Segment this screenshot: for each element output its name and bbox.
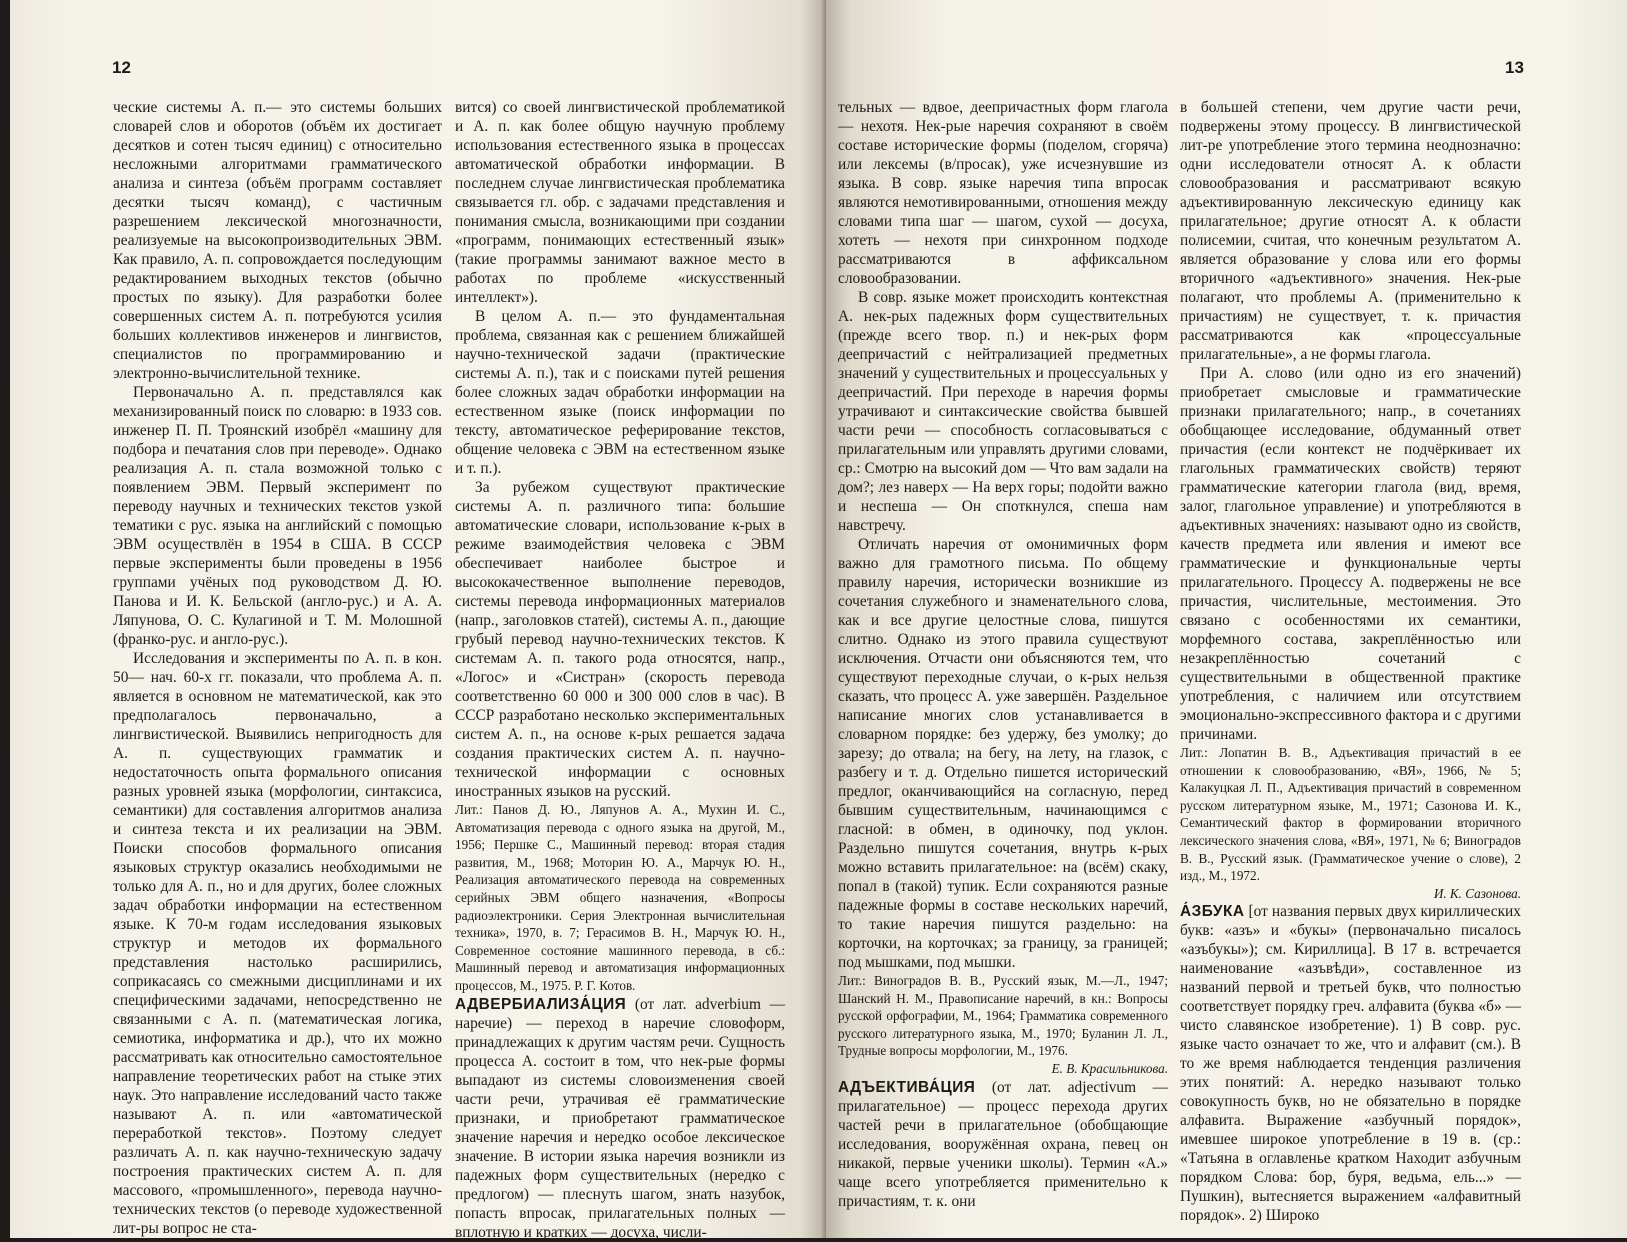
text-paragraph bbox=[455, 478, 785, 801]
entry-paragraph bbox=[838, 1078, 1168, 1211]
entry-paragraph bbox=[455, 995, 785, 1242]
text-paragraph bbox=[113, 98, 442, 383]
text-paragraph bbox=[838, 98, 1168, 288]
paragraph-text: тельных — вдвое, деепричастных форм глагола — нехотя. Нек-рые наречия сохраняют в своём составе исторические формы (поделом, сгоряча) или лексемы (в/просак), уже исчезнувшие из языка. В совр. языке наречия типа впросак являются немотивированными, отношения между словами типа шаг — шагом, сухой — досуха, хотеть — нехотя при синхронном подходе рассматриваются в аффиксальном словообразовании. bbox=[838, 99, 1168, 287]
literature-paragraph bbox=[455, 801, 785, 995]
column-3 bbox=[838, 98, 1168, 1208]
paragraph-text: Отличать наречия от омонимичных форм важно для грамотного письма. По общему правилу наречия, исторически возникшие из сочетания служебного и знаменательного слова, как и все другие целостные слова, пишутся слитно. Однако из этого правила существуют исключения. Отчасти они объясняются тем, что существуют переходные случаи, о к-рых нельзя сказать, что процесс А. уже завершён. Раздельное написание многих слов устанавливается в словарном порядке: без удержу, без умолку; до зарезу; до отвала; на бегу, на лету, на глазок, с разбегу и т. д. Отдельно пишется исторический предлог, оканчивающийся на согласную, перед бывшим существительным, начинающимся с гласной: в обмен, в одиночку, под уклон. Раздельно пишутся сочетания, внутрь к-рых можно вставить прилагательное: на (всём) скаку, попал в (такой) тупик. Если сохраняются разные падежные формы в составе нескольких наречий, то такие наречия пишутся раздельно: на корточки, на корточках; за границу, за границей; под мышками, под мышки. bbox=[838, 536, 1168, 971]
entry-paragraph bbox=[1180, 902, 1521, 1225]
text-paragraph bbox=[113, 649, 442, 1238]
right-page bbox=[826, 0, 1627, 1238]
column-4 bbox=[1180, 98, 1521, 1225]
left-page-number: 12 bbox=[112, 58, 131, 77]
paragraph-text: Е. В. Красильникова. bbox=[1051, 1060, 1168, 1076]
entry-headword: АДВЕРБИАЛИЗА́ЦИЯ bbox=[455, 995, 627, 1013]
text-paragraph bbox=[113, 383, 442, 649]
paragraph-text: За рубежом существуют практические системы А. п. различного типа: большие автоматические словари, использование к-рых в режиме взаимодействия человека с ЭВМ обеспечивает наиболее быстрое и высококачественное выполнение переводов, системы перевода информационных материалов (напр., заголовков статей), системы А. п., дающие грубый перевод научно-технических текстов. К системам А. п. такого рода относятся, напр., «Логос» и «Систран» (скорость перевода соответственно 60 000 и 300 000 слов в час). В СССР разработано несколько экспериментальных систем А. п., на основе к-рых решается задача создания практических систем А. п. научно-технической информации с основных иностранных языков на русский. bbox=[455, 479, 785, 800]
paragraph-text: Исследования и эксперименты по А. п. в кон. 50— нач. 60-х гг. показали, что проблема А. п. является в основном не математической, как это предполагалось первоначально, а лингвистической. Выявились непригодность для А. п. существующих грамматик и недостаточность опыта формального описания разных уровней языка (морфологии, синтаксиса, семантики) для составления алгоритмов анализа и синтеза текста и их реализации на ЭВМ. Поиски способов формального описания языковых структур оказались необходимыми не только для А. п., но и для других, более сложных задач обработки информации на естественном языке. К 70-м годам исследования языковых структур и методов их формального представления настолько расширились, соприкасаясь со смежными дисциплинами и их специфическими задачами, непосредственно не связанными с А. п. (математическая логика, семиотика, информатика и др.), что их можно рассматривать как относительно самостоятельное направление теоретических работ на стыке этих наук. Это направление исследований часто также называют А. п. или «автоматической переработкой текстов». Поэтому следует различать А. п. как научно-техническую задачу построения практических систем А. п. для массового, «промышленного», перевода научно-технических текстов (о переводе художественной лит-ры вопрос не ста- bbox=[113, 650, 442, 1237]
paragraph-text: Первоначально А. п. представлялся как механизированный поиск по словарю: в 1933 сов. инженер П. П. Троянский изобрёл «машину для подбора и печатания слов при переводе». Однако реализация А. п. стала возможной только с появлением ЭВМ. Первый эксперимент по переводу научных и технических текстов узкой тематики с рус. языка на английский с помощью ЭВМ осуществлён в 1954 в США. В СССР первые эксперименты были проведены в 1956 группами учёных под руководством Д. Ю. Панова и И. К. Бельской (англо-рус.) и А. А. Ляпунова, О. С. Кулагиной и Т. М. Молошной (франко-рус. и англо-рус.). bbox=[113, 384, 442, 648]
text-paragraph bbox=[455, 307, 785, 478]
author-signature bbox=[1180, 885, 1521, 903]
paragraph-text: вится) со своей лингвистической проблематикой и А. п. как более общую научную проблему использования естественного языка в процессах автоматической обработки информации. В последнем случае лингвистическая проблематика связывается гл. обр. с задачами представления и понимания смысла, возникающими при создании «программ, понимающих естественный язык» (такие программы занимают важное место в работах по проблеме «искусственный интеллект»). bbox=[455, 99, 785, 306]
literature-paragraph bbox=[1180, 744, 1521, 885]
paragraph-text: Лит.: Лопатин В. В., Адъективация причастий в ее отношении к словообразованию, «ВЯ», 1966, № 5; Калакуцкая Л. П., Адъективация причастий в современном русском литературном языке, М., 1971; Сазонова И. К., Семантический фактор в формировании вторичного лексического значения слова, «ВЯ», 1971, № 6; Виноградов В. В., Русский язык. (Грамматическое учение о слове), 2 изд., М., 1972. bbox=[1180, 745, 1521, 884]
paragraph-text: И. К. Сазонова. bbox=[1433, 885, 1521, 901]
column-2 bbox=[455, 98, 785, 1241]
entry-headword: АДЪЕКТИВА́ЦИЯ bbox=[838, 1078, 976, 1096]
literature-paragraph bbox=[838, 972, 1168, 1060]
paragraph-text: Лит.: Панов Д. Ю., Ляпунов А. А., Мухин И. С., Автоматизация перевода с одного языка на другой, М., 1956; Першке С., Машинный перевод: вторая стадия развития, М., 1968; Моторин Ю. А., Марчук Ю. Н., Реализация автоматического перевода на современных серийных ЭВМ общего назначения, «Вопросы радиоэлектроники. Серия Электронная вычислительная техника», 1970, в. 7; Герасимов В. Н., Марчук Ю. Н., Современное состояние машинного перевода, в сб.: Машинный перевод и автоматизация информационных процессов, М., 1975. Р. Г. Котов. bbox=[455, 802, 785, 993]
entry-headword: А́ЗБУКА bbox=[1180, 903, 1245, 921]
text-paragraph bbox=[1180, 364, 1521, 744]
text-paragraph bbox=[838, 535, 1168, 972]
right-page-number: 13 bbox=[1505, 58, 1524, 77]
left-page bbox=[10, 0, 825, 1241]
paragraph-text: В совр. языке может происходить контекстная А. нек-рых падежных форм существительных (прежде всего твор. п.) и нек-рых форм деепричастий с нейтрализацией предметных значений у существительных и процессуальных у деепричастий. При переходе в наречия формы утрачивают и синтаксические свойства бывшей части речи — способность согласовываться с прилагательным или управлять другими словами, ср.: Смотрю на высокий дом — Что вам задали на дом?; лез наверх — На верх горы; подойти важно и неспеша — Он споткнулся, спеша нам навстречу. bbox=[838, 289, 1168, 534]
author-signature bbox=[838, 1060, 1168, 1078]
paragraph-text: (от лат. adjectivum — прилагательное) — процесс перехода других частей речи в прилагательное (обобщающие исследования, вооружённая охрана, певец он никакой, первые ученики школы). Термин «А.» чаще всего употребляется применительно к причастиям, т. к. они bbox=[838, 1078, 1168, 1210]
paragraph-text: Лит.: Виноградов В. В., Русский язык, М.—Л., 1947; Шанский Н. М., Правописание наречий, в кн.: Вопросы русской орфографии, М., 1964; Грамматика современного русского литературного языка, М., 1970; Буланин Л. Л., Трудные вопросы морфологии, М., 1976. bbox=[838, 973, 1168, 1059]
text-paragraph bbox=[455, 98, 785, 307]
paragraph-text: При А. слово (или одно из его значений) приобретает смысловые и грамматические признаки прилагательного; напр., в сочетаниях обобщающее исследование, обдуманный ответ причастия (если контекст не подчёркивает их глагольных грамматических свойств) теряют грамматические категории глагола (вид, время, залог, глагольное управление) и употребляются в адъективных значениях: называют одно из свойств, качеств предмета или явления и имеют все грамматические и функциональные черты прилагательного. Процессу А. подвержены не все причастия, числительные, местоимения. Это связано с особенностями их семантики, морфемного состава, закреплённостью или незакреплённостью сочетаний с существительными в общественной практике употребления, с наличием или отсутствием эмоционально-экспрессивного фактора и с другими причинами. bbox=[1180, 365, 1521, 743]
paragraph-text: в большей степени, чем другие части речи, подвержены этому процессу. В лингвистической лит-ре употребление этого термина неоднозначно: одни исследователи относят А. к области словообразования и рассматривают всякую адъективированную лексическую единицу как прилагательное; другие относят А. к области полисемии, считая, что конечным результатом А. является образование у слова или его формы вторичного «адъективного» значения. Нек-рые полагают, что проблемы А. (применительно к причастиям) не существует, т. к. причастия рассматриваются как «процессуальные прилагательные», а не формы глагола. bbox=[1180, 99, 1521, 363]
paragraph-text: [от названия первых двух кириллических букв: «азъ» и «букы» (первоначально писалось «азъбукы»); см. Кириллица]. В 17 в. встречается наименование «азъвѣди», составленное из названий первой и третьей букв, что полностью соответствует порядку греч. алфавита (буква «б» — чисто славянское изобретение). 1) В совр. рус. языке часто означает то же, что и алфавит (см.). В то же время наблюдается тенденция различения этих понятий: А. нередко называют только совокупность букв, но не обязательно в порядке алфавита. Выражение «азбучный порядок», имевшее широкое употребление в 19 в. (ср.: «Татьяна в оглавленье кратком Находит азбучным порядком Слова: бор, буря, ведьма, ель...» — Пушкин), вытесняется выражением «алфавитный порядок». 2) Широко bbox=[1180, 903, 1521, 1225]
paragraph-text: (от лат. adverbium — наречие) — переход в наречие словоформ, принадлежащих к другим частям речи. Сущность процесса А. состоит в том, что нек-рые формы выпадают из системы словоизменения своей части речи, утрачивая её грамматические признаки, и приобретают грамматическое значение наречия и нередко особое лексическое значение. В истории языка наречия возникли из падежных форм существительных (нередко с предлогом) — плеснуть шагом, знать назубок, попасть впросак, прилагательных полных — вплотную и кратких — досуха, числи- bbox=[455, 995, 785, 1241]
text-paragraph bbox=[838, 288, 1168, 535]
column-1 bbox=[113, 98, 442, 1237]
paragraph-text: В целом А. п.— это фундаментальная проблема, связанная как с решением ближайшей научно-технической задачи (практические системы А. п.), так и с поисками путей решения более сложных задач обработки информации на естественном языке (поиск информации по тексту, автоматическое реферирование текстов, общение человека с ЭВМ на естественном языке и т. п.). bbox=[455, 308, 785, 477]
paragraph-text: ческие системы А. п.— это системы больших словарей слов и оборотов (объём их достигает десятков и сотен тысяч единиц) с относительно несложными алгоритмами грамматического анализа и синтеза (объём программ составляет десятки тысяч команд), с частичным разрешением лексической многозначности, реализуемые на высокопроизводительных ЭВМ. Как правило, А. п. сопровождается последующим редактированием выходных текстов (обычно простых по языку). Для разработки более совершенных систем А. п. потребуются усилия больших коллективов инженеров и лингвистов, специалистов по программированию и электронно-вычислительной технике. bbox=[113, 99, 442, 382]
text-paragraph bbox=[1180, 98, 1521, 364]
